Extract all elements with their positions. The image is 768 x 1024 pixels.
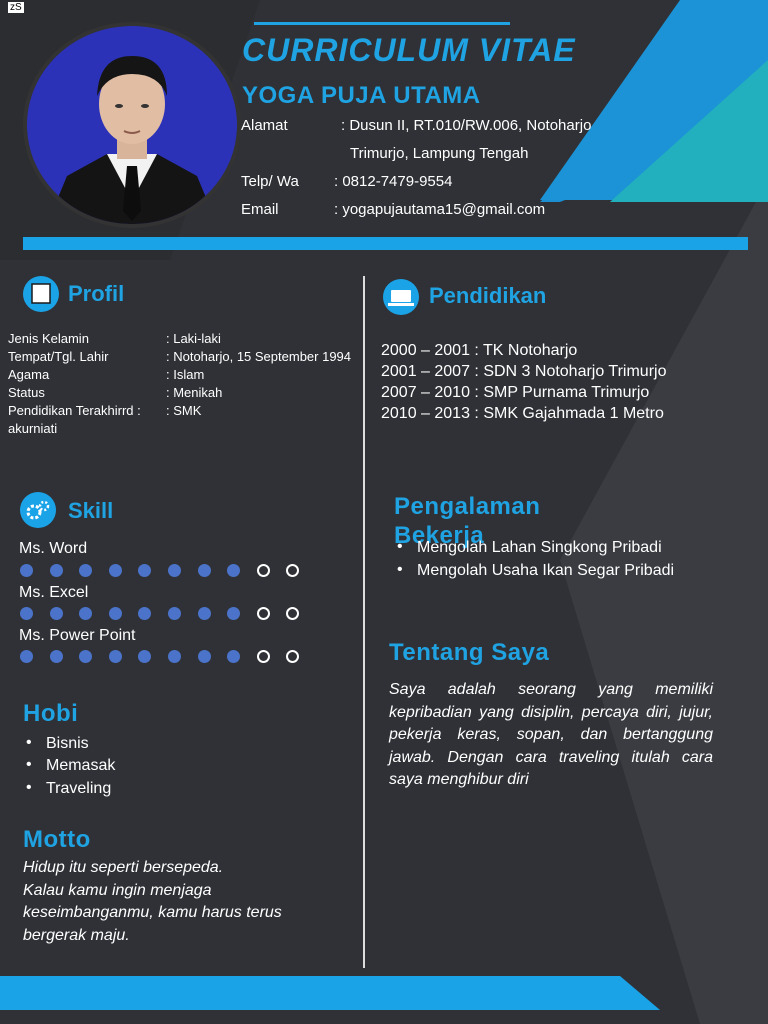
- pengalaman-title: Pengalaman: [394, 493, 541, 520]
- motto-title: Motto: [23, 826, 91, 853]
- profile-key: Tempat/Tgl. Lahir: [8, 349, 109, 364]
- skill-dot-filled: [198, 564, 211, 577]
- profile-row: [8, 385, 222, 400]
- profile-row: [8, 349, 351, 364]
- education-item: 2010 – 2013 : SMK Gajahmada 1 Metro: [381, 405, 664, 422]
- skill-dot-filled: [20, 607, 33, 620]
- person-name: YOGA PUJA UTAMA: [242, 82, 481, 109]
- skill-dot-empty: [257, 564, 270, 577]
- skill-dot-filled: [168, 650, 181, 663]
- skill-dot-filled: [20, 650, 33, 663]
- profile-key: Agama: [8, 367, 50, 382]
- cv-title: CURRICULUM VITAE: [242, 32, 576, 68]
- hobi-title: Hobi: [23, 700, 79, 727]
- skill-dot-filled: [50, 564, 63, 577]
- about-text: [389, 679, 713, 792]
- skill-dot-filled: [20, 564, 33, 577]
- skill-dot-filled: [50, 650, 63, 663]
- skill-dot-filled: [109, 650, 122, 663]
- skill-dot-filled: [109, 607, 122, 620]
- about-line: jawab. Dengan cara traveling itulah cara: [389, 748, 713, 766]
- skill-dot-filled: [109, 564, 122, 577]
- about-line: Saya adalah seorang yang memiliki: [389, 681, 713, 698]
- address-value: : Dusun II, RT.010/RW.006, Notoharjo: [341, 117, 592, 134]
- profil-title: Profil: [68, 281, 125, 306]
- address-label: Alamat: [241, 117, 288, 134]
- profile-value: : SMK: [166, 403, 202, 418]
- profile-key: Pendidikan Terakhirrd :: [8, 403, 141, 418]
- profile-row: [8, 403, 201, 418]
- skill-dot-filled: [198, 607, 211, 620]
- experience-item: • Mengolah Usaha Ikan Segar Pribadi: [417, 562, 674, 580]
- about-line: kepribadian yang disiplin, percaya diri, jujur,: [389, 703, 713, 721]
- profile-row: [8, 367, 204, 382]
- profile-photo: [23, 22, 241, 228]
- pendidikan-title: Pendidikan: [429, 283, 547, 308]
- profile-value: : Islam: [166, 367, 205, 382]
- skill-dot-filled: [168, 564, 181, 577]
- profile-extra: akurniati: [8, 421, 58, 436]
- hobby-item: • Memasak: [46, 757, 115, 775]
- hobby-item: • Traveling: [46, 780, 111, 798]
- skill-name: Ms. Word: [19, 540, 88, 557]
- profile-key: Jenis Kelamin: [8, 331, 89, 346]
- tentang-title: Tentang Saya: [389, 639, 550, 666]
- pengalaman-title-line2: Bekerja: [394, 522, 485, 549]
- profile-value: : Laki-laki: [166, 331, 221, 346]
- profile-row: [8, 331, 221, 346]
- gears-icon: [20, 492, 56, 528]
- about-line: pekerja keras, sopan, dan bertanggung: [389, 726, 713, 743]
- motto-line: Kalau kamu ingin menjaga: [23, 881, 212, 899]
- skill-dot-empty: [257, 650, 270, 663]
- education-item: 2007 – 2010 : SMP Purnama Trimurjo: [381, 384, 650, 401]
- corner-mark: zS: [10, 2, 22, 13]
- profile-value: : Menikah: [166, 385, 223, 400]
- motto-line: bergerak maju.: [23, 926, 130, 944]
- motto-line: keseimbanganmu, kamu harus terus: [23, 904, 282, 921]
- education-item: 2000 – 2001 : TK Notoharjo: [381, 342, 578, 359]
- skill-title: Skill: [68, 498, 114, 523]
- profile-card-icon: [23, 276, 59, 312]
- phone-value: : 0812-7479-9554: [334, 173, 453, 190]
- email-value: : yogapujautama15@gmail.com: [334, 201, 546, 218]
- skill-dot-filled: [198, 650, 211, 663]
- skill-dot-filled: [168, 607, 181, 620]
- skill-name: Ms. Power Point: [19, 627, 136, 644]
- phone-label: Telp/ Wa: [241, 173, 299, 190]
- laptop-icon: [383, 279, 419, 315]
- experience-item: • Mengolah Lahan Singkong Pribadi: [417, 539, 662, 557]
- education-item: 2001 – 2007 : SDN 3 Notoharjo Trimurjo: [381, 363, 667, 380]
- skill-name: Ms. Excel: [19, 584, 89, 601]
- about-line: saya menghibur diri: [389, 771, 529, 788]
- motto-text: [23, 857, 282, 947]
- header-divider-bar: [23, 237, 748, 250]
- title-rule: [254, 22, 510, 25]
- motto-line: Hidup itu seperti bersepeda.: [23, 859, 224, 876]
- profile-value: : Notoharjo, 15 September 1994: [166, 349, 352, 364]
- address-value-line2: Trimurjo, Lampung Tengah: [350, 145, 529, 162]
- profile-key: Status: [8, 385, 45, 400]
- email-label: Email: [241, 201, 279, 218]
- hobby-item: • Bisnis: [46, 735, 89, 753]
- skill-dot-empty: [257, 607, 270, 620]
- column-divider: [363, 276, 365, 968]
- skill-dot-filled: [50, 607, 63, 620]
